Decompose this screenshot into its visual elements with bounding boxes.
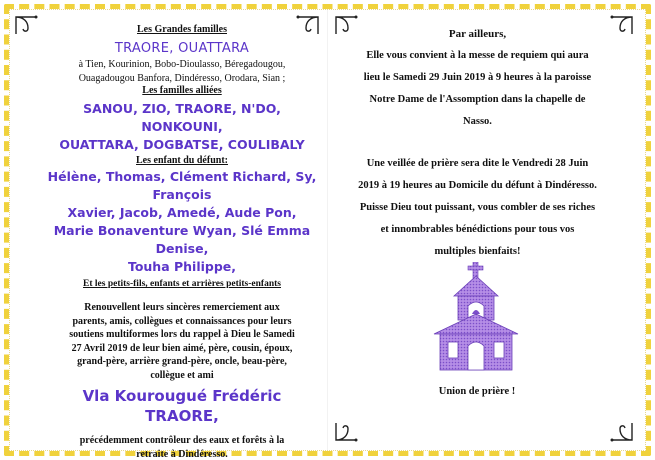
deceased-role: précédemment contrôleur des eaux et forêts à la [79,435,285,446]
thanks-text: grand-père, arrière grand-père, oncle, beau-père, [77,356,287,367]
corner-ornament-icon [604,421,634,443]
blessing-text: et innombrables bénédictions pour tous vos [380,224,575,235]
thanks-text: Renouvellent leurs sincères remerciement aux [84,302,280,313]
mass-text: Nasso. [463,116,492,127]
vigil-text: 2019 à 19 heures au Domicile du défunt à Dindéresso. [358,180,597,191]
mass-text: Elle vous convient à la messe de requiem qui aura [366,50,589,61]
children-names: Touha Philippe, [127,259,237,274]
mass-text: lieu le Samedi 29 Juin 2019 à 9 heures à la paroisse [363,72,592,83]
blessing-text: Puisse Dieu tout puissant, vous combler de ses riches [359,202,596,213]
locations-line: à Tien, Kourinion, Bobo-Dioulasso, Béregadougou, [78,59,286,70]
thanks-text: 27 Avril 2019 de leur bien aimé, père, cousin, époux, [71,342,293,354]
mass-text: Notre Dame de l'Assomption dans la chapelle de [369,94,586,105]
children-names: Hélène, Thomas, Clément Richard, Sy, François [47,169,317,202]
allied-families: OUATTARA, DOGBATSE, COULIBALY [59,137,305,152]
thanks-text: parents, amis, collègues et connaissances pour leurs [72,315,292,327]
church-icon [430,262,522,372]
familles-alliees-heading: Les familles alliées [142,85,222,96]
enfants-heading: Les enfant du défunt: [136,155,228,166]
grandes-familles-heading: Les Grandes familles [137,24,227,35]
allied-families: SANOU, ZIO, TRAORE, N'DO, NONKOUNI, [83,101,281,134]
petits-enfants-heading: Et les petits-fils, enfants et arrières petits-enfants [83,279,281,289]
children-names: Xavier, Jacob, Amedé, Aude Pon, [67,205,297,220]
thanks-text: soutiens multiformes lors du rappel à Dieu le Samedi [69,329,295,340]
corner-ornament-icon [14,14,44,36]
thanks-text: collègue et ami [150,369,214,381]
locations-line: Ouagadougou Banfora, Dindéresso, Orodara, Sian ; [78,72,286,84]
left-panel [46,0,318,460]
grandes-familles-names: TRAORE, OUATTARA [114,41,250,56]
blessing-text: multiples bienfaits! [434,246,521,257]
children-names: Marie Bonaventure Wyan, Slé Emma Denise, [53,223,311,256]
right-panel [335,0,620,263]
closing-text: Union de prière ! [438,386,516,397]
fold-line [327,10,328,450]
deceased-role: retraite à Dindéresso. [136,448,228,460]
par-ailleurs: Par ailleurs, [448,28,507,40]
vigil-text: Une veillée de prière sera dite le Vendredi 28 Juin [366,158,589,169]
corner-ornament-icon [334,421,364,443]
deceased-name: Vla Kourougué Frédéric TRAORE, [82,387,282,425]
